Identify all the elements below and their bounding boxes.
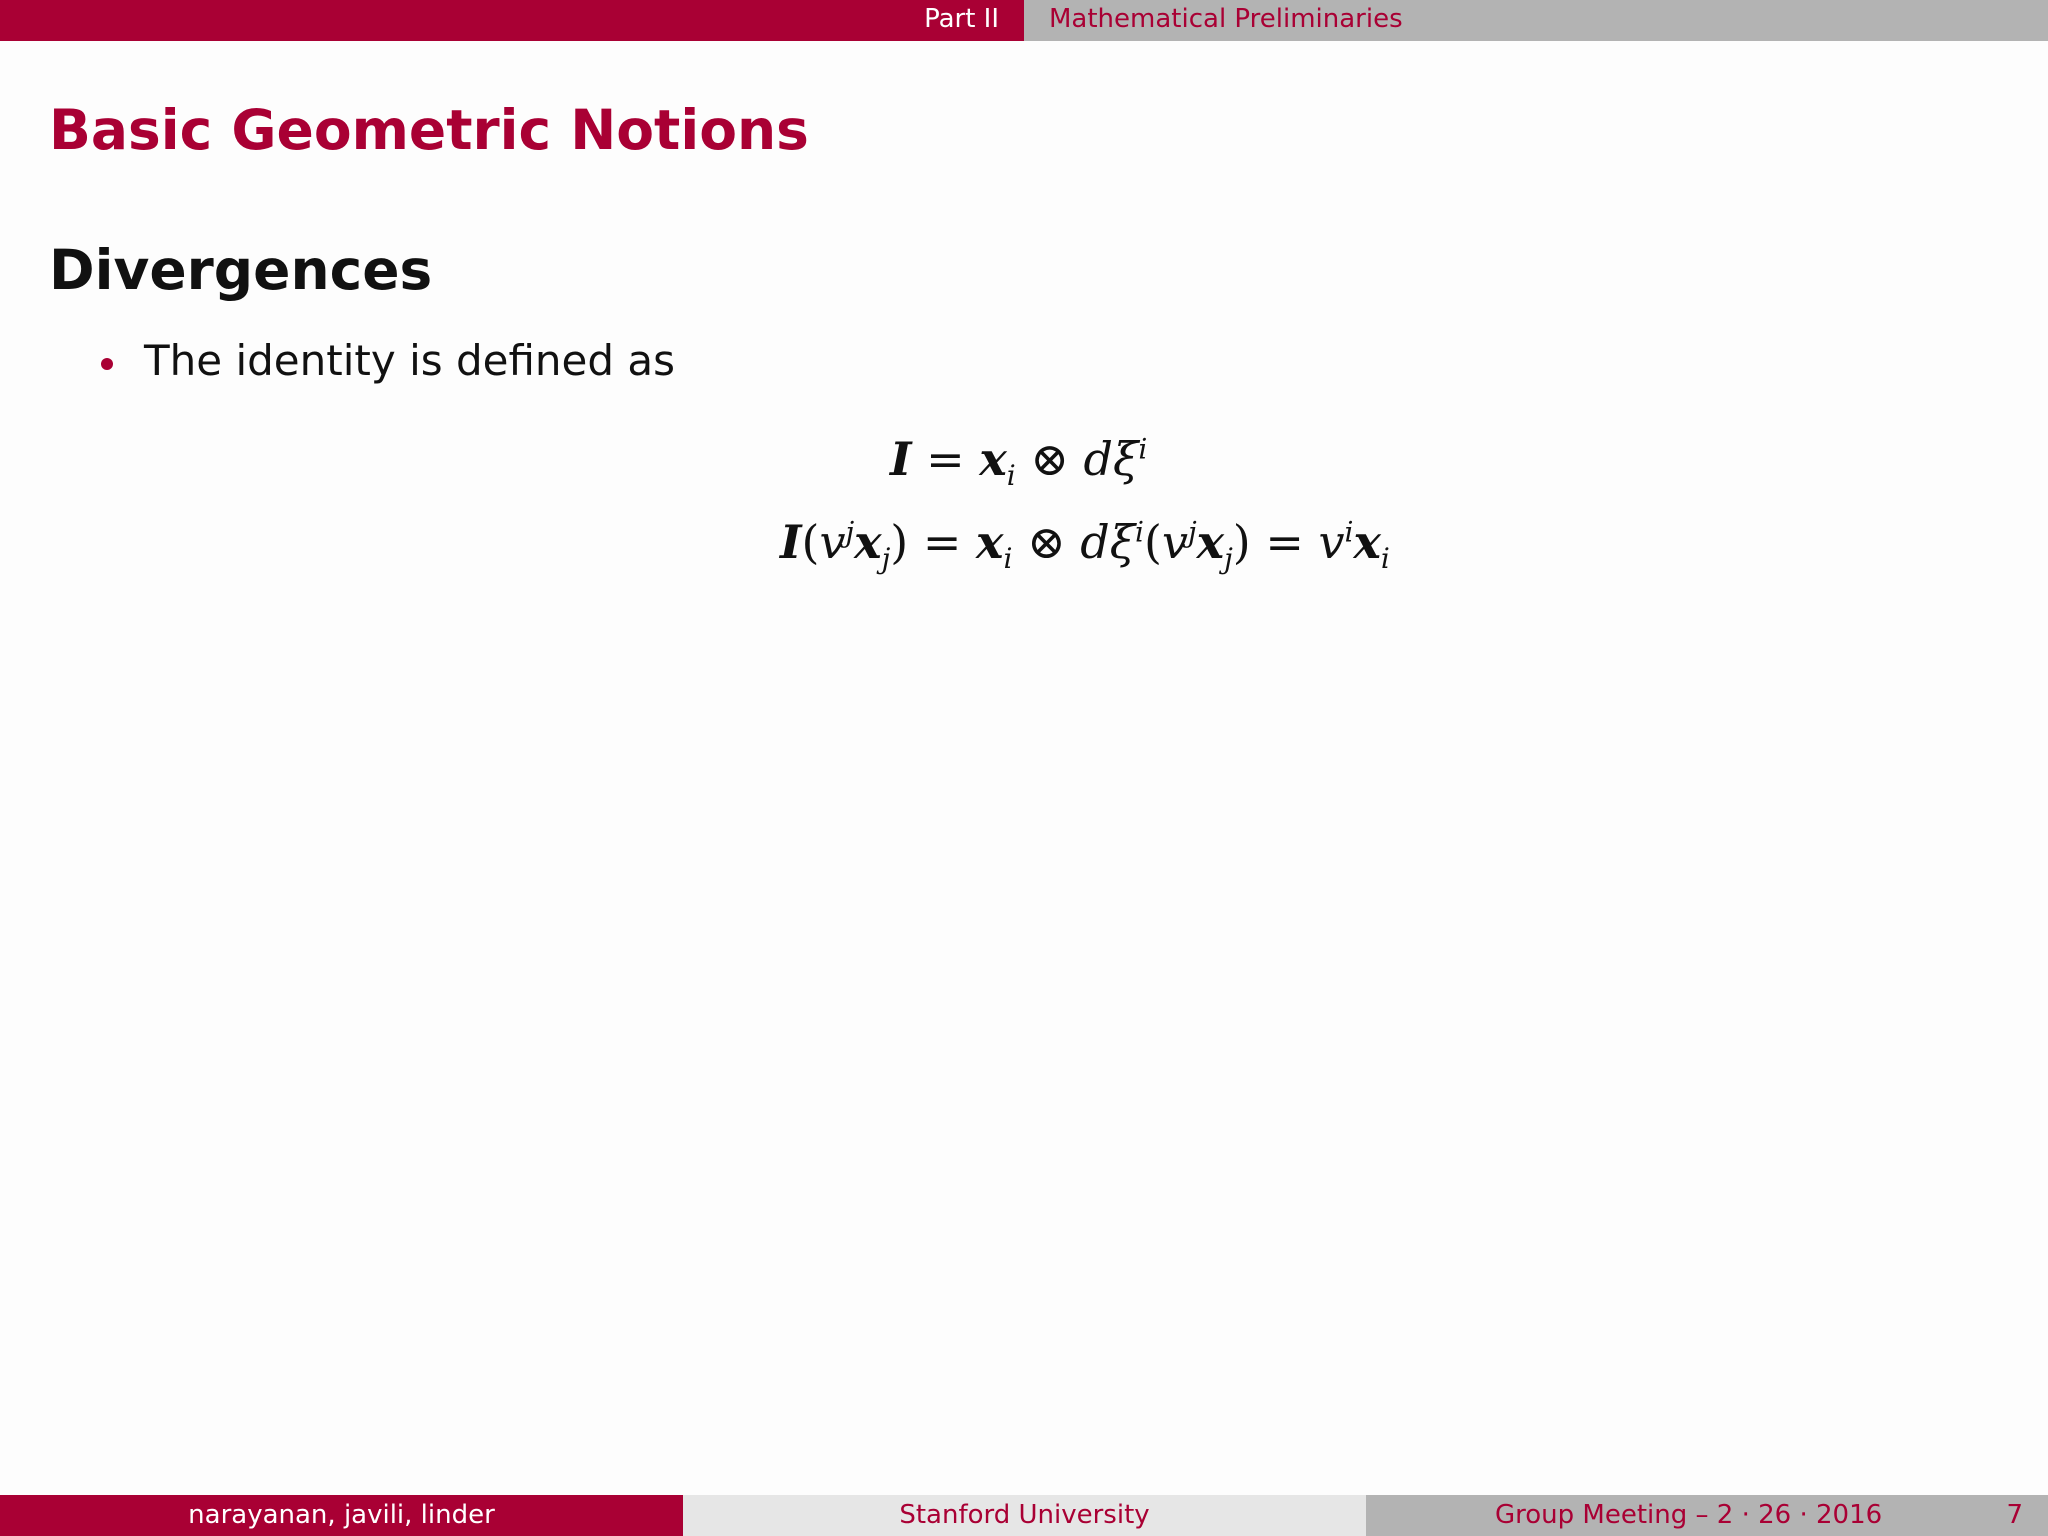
header-bar: [0, 0, 2048, 41]
footer-authors: narayanan, javili, linder: [0, 1495, 683, 1536]
equation-identity: $I = x_i$ ⊗ $d\xi^i$: [890, 432, 1148, 493]
section-label: Mathematical Preliminaries: [1049, 4, 1403, 34]
header-part-cell[interactable]: [0, 0, 1024, 41]
slide-title: Basic Geometric Notions: [49, 98, 809, 162]
header-section-cell[interactable]: [1024, 0, 2048, 41]
part-label: Part II: [924, 4, 999, 34]
page-number: 7: [2006, 1500, 2023, 1530]
slide-subtitle: Divergences: [49, 238, 433, 302]
footer-institution: Stanford University: [683, 1495, 1366, 1536]
footer-meeting-cell: [1366, 1495, 2048, 1536]
bullet-dot-icon: [101, 358, 113, 370]
footer-meeting: Group Meeting – 2 · 26 · 2016: [1495, 1500, 1883, 1530]
bullet-text: The identity is defined as: [144, 336, 676, 385]
footer-bar: [0, 1495, 2048, 1536]
equation-identity-applied: $I(v^jx_j) = x_i$ ⊗ $d\xi^i(v^jx_j) = v^ix_i$: [780, 515, 1390, 576]
